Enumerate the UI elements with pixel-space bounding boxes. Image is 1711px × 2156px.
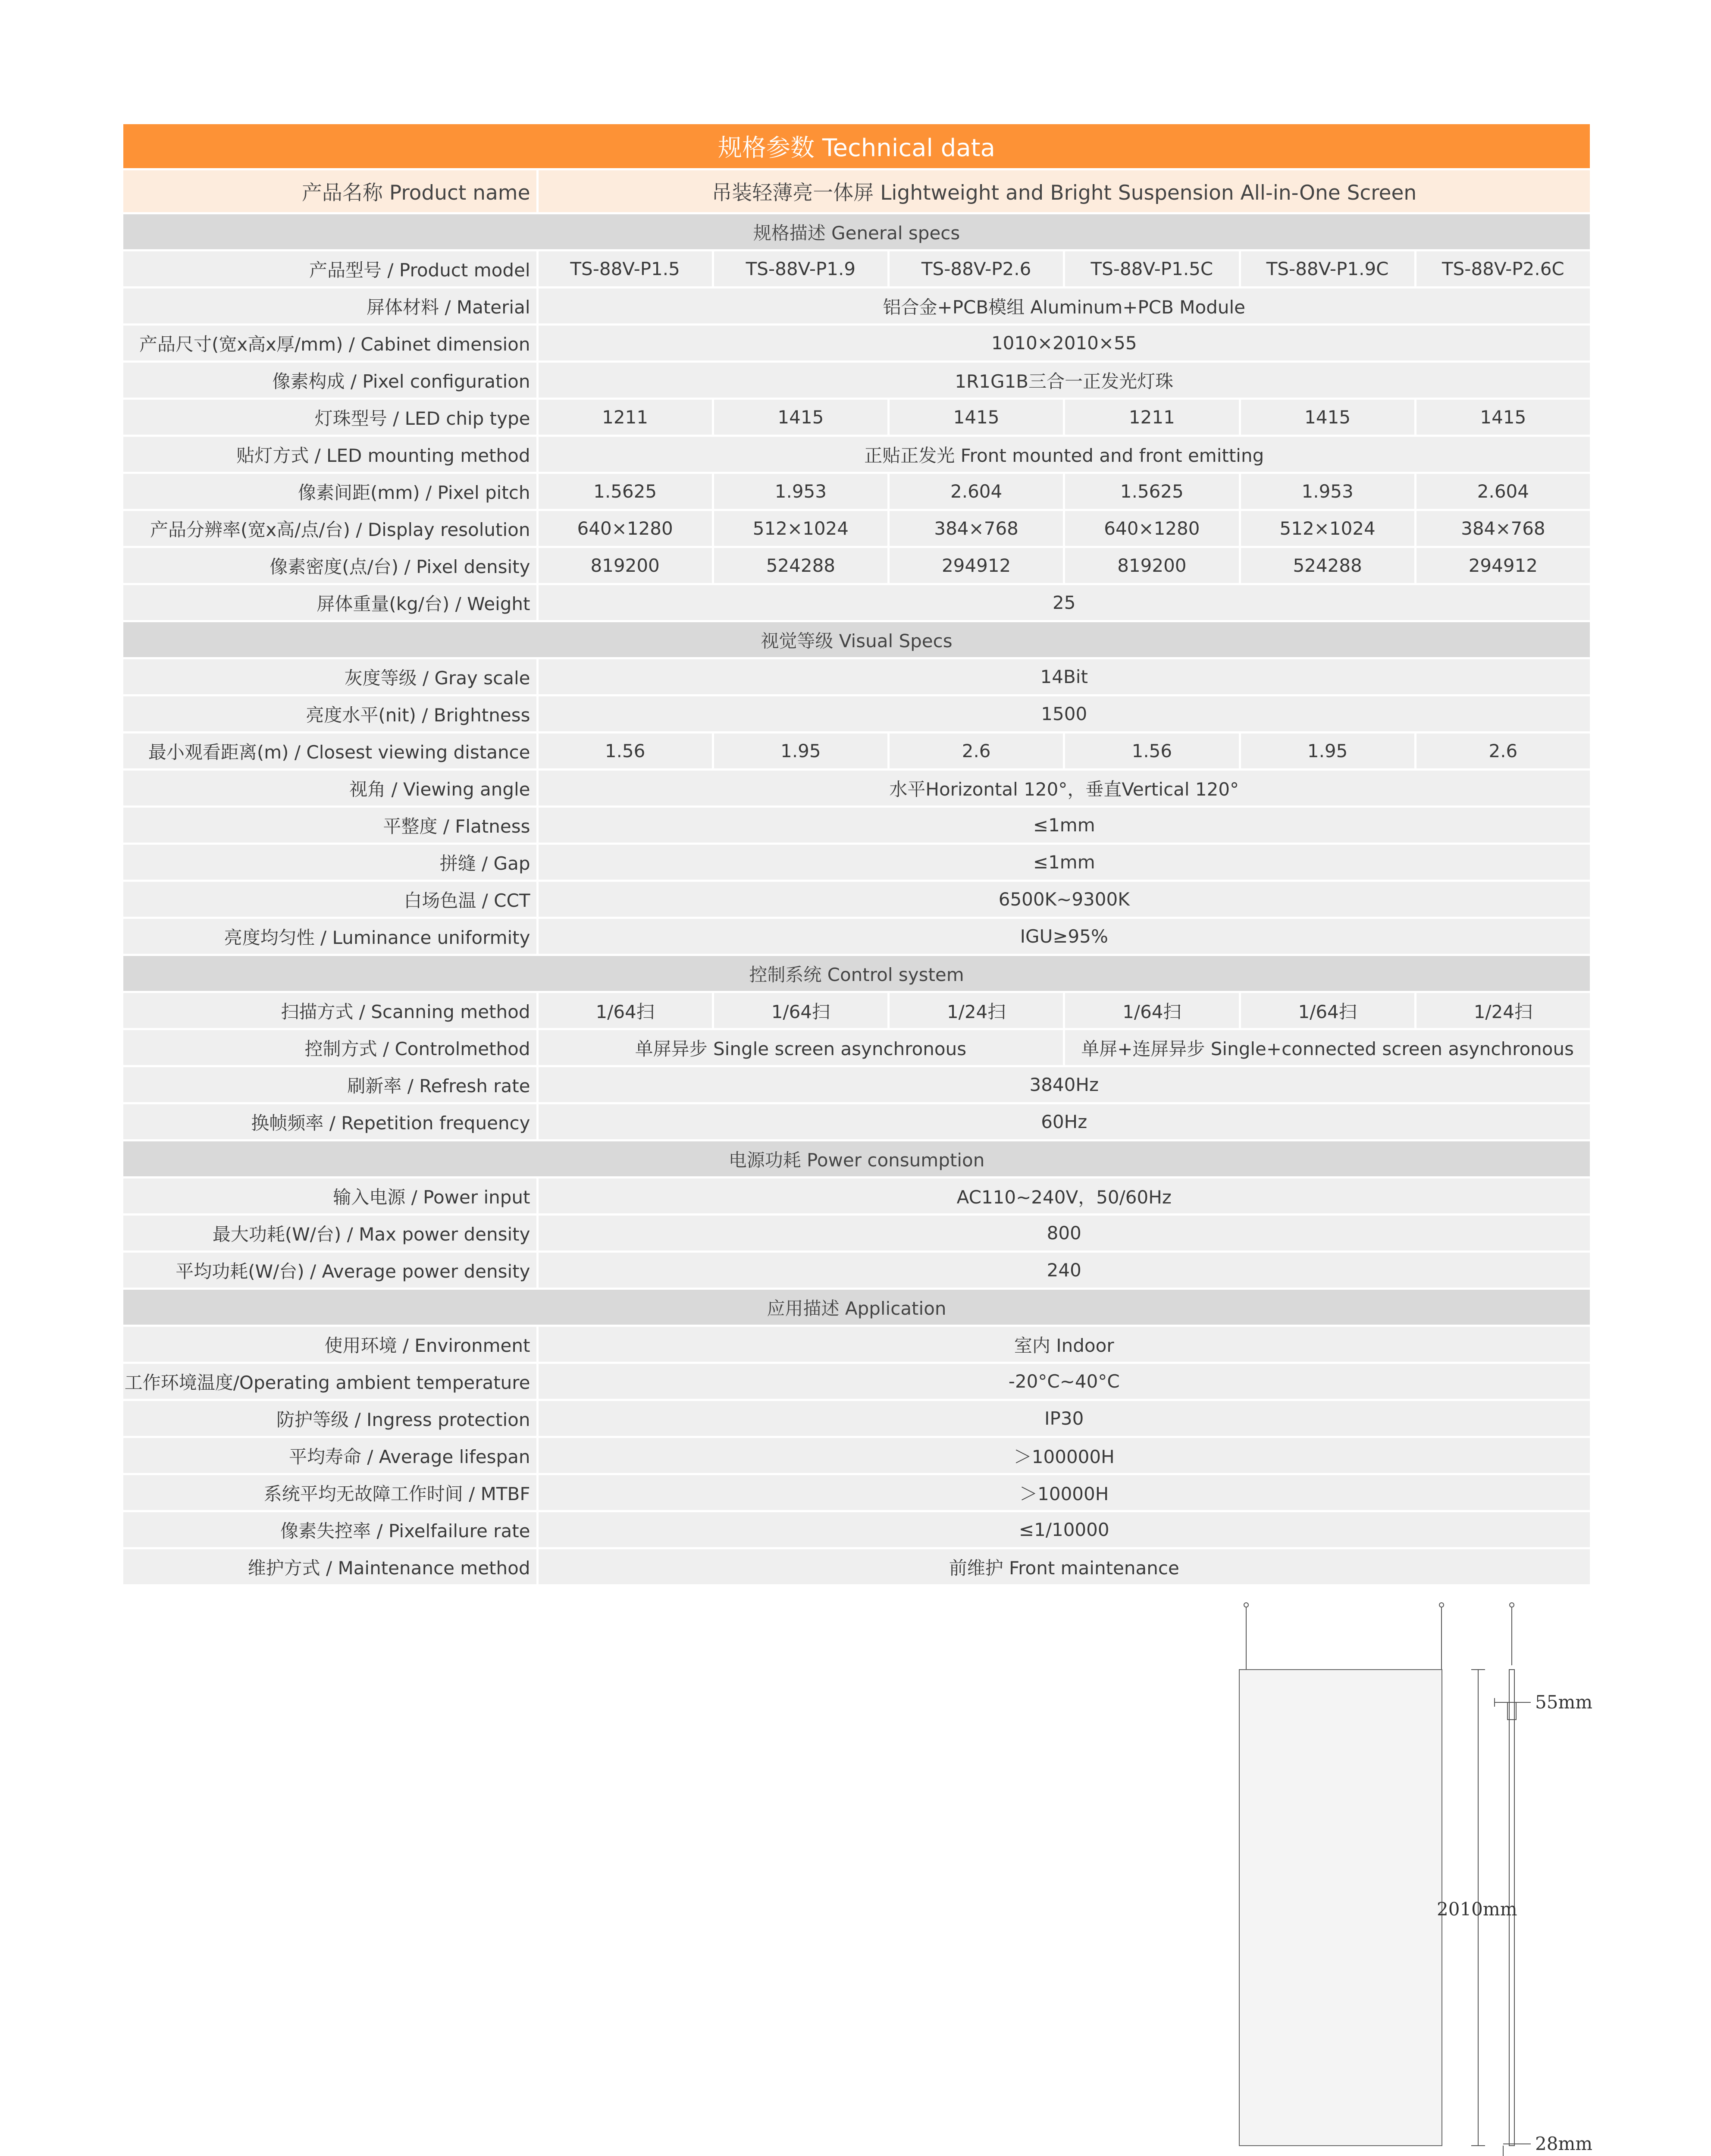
row-value: 384×768 bbox=[1415, 510, 1591, 547]
table-row bbox=[123, 436, 1591, 473]
row-label: 控制方式 / Controlmethod bbox=[123, 1029, 537, 1066]
table-row bbox=[123, 1066, 1591, 1103]
row-value: IGU≥95% bbox=[537, 918, 1591, 955]
row-value: IP30 bbox=[537, 1400, 1591, 1437]
table-row bbox=[123, 733, 1591, 770]
row-value: 2.6 bbox=[1415, 733, 1591, 770]
row-value: TS-88V-P1.9C bbox=[1240, 251, 1415, 288]
table-row bbox=[123, 807, 1591, 844]
row-value: 524288 bbox=[713, 547, 888, 584]
product-name-row bbox=[123, 169, 1591, 213]
row-value: 1.56 bbox=[537, 733, 713, 770]
row-label: 平整度 / Flatness bbox=[123, 807, 537, 844]
row-value: 1.953 bbox=[1240, 473, 1415, 510]
row-value: TS-88V-P2.6C bbox=[1415, 251, 1591, 288]
row-label: 平均功耗(W/台) / Average power density bbox=[123, 1252, 537, 1289]
row-label: 产品尺寸(宽x高x厚/mm) / Cabinet dimension bbox=[123, 325, 537, 362]
row-label: 扫描方式 / Scanning method bbox=[123, 992, 537, 1029]
table-row bbox=[123, 399, 1591, 436]
row-value: 294912 bbox=[1415, 547, 1591, 584]
row-value: 1/64扫 bbox=[713, 992, 888, 1029]
row-label: 输入电源 / Power input bbox=[123, 1178, 537, 1215]
row-value: 640×1280 bbox=[537, 510, 713, 547]
row-label: 防护等级 / Ingress protection bbox=[123, 1400, 537, 1437]
table-row bbox=[123, 473, 1591, 510]
table-row bbox=[123, 1326, 1591, 1363]
table-row bbox=[123, 251, 1591, 288]
row-value: ≤1/10000 bbox=[537, 1511, 1591, 1548]
row-value: 1.56 bbox=[1064, 733, 1240, 770]
dim-bottom-gap: 28mm bbox=[1535, 2133, 1593, 2154]
dim-depth: 55mm bbox=[1535, 1692, 1593, 1713]
section-title: 应用描述 Application bbox=[123, 1289, 1591, 1326]
table-row bbox=[123, 1363, 1591, 1400]
row-value: 1.5625 bbox=[1064, 473, 1240, 510]
row-value: 前维护 Front maintenance bbox=[537, 1548, 1591, 1586]
section-row bbox=[123, 621, 1591, 658]
row-label: 刷新率 / Refresh rate bbox=[123, 1066, 537, 1103]
row-value: 640×1280 bbox=[1064, 510, 1240, 547]
row-value: 819200 bbox=[537, 547, 713, 584]
section-title: 电源功耗 Power consumption bbox=[123, 1141, 1591, 1178]
table-row bbox=[123, 510, 1591, 547]
row-value: 单屏+连屏异步 Single+connected screen asynchronous bbox=[1064, 1029, 1591, 1066]
row-value: TS-88V-P1.5C bbox=[1064, 251, 1240, 288]
row-label: 灯珠型号 / LED chip type bbox=[123, 399, 537, 436]
row-label: 产品型号 / Product model bbox=[123, 251, 537, 288]
row-value: ≤1mm bbox=[537, 844, 1591, 881]
table-row bbox=[123, 658, 1591, 696]
row-value: 25 bbox=[537, 584, 1591, 621]
row-value: 1415 bbox=[1240, 399, 1415, 436]
row-value: 60Hz bbox=[537, 1103, 1591, 1141]
row-value: -20°C~40°C bbox=[537, 1363, 1591, 1400]
product-name-value: 吊装轻薄亮一体屏 Lightweight and Bright Suspension All-in-One Screen bbox=[537, 169, 1591, 213]
table-row bbox=[123, 770, 1591, 807]
section-row bbox=[123, 1141, 1591, 1178]
table-row bbox=[123, 1103, 1591, 1141]
hanger-side-icon bbox=[1510, 1603, 1514, 1607]
screen-dimension-diagram bbox=[1233, 1595, 1621, 2156]
row-value: TS-88V-P1.9 bbox=[713, 251, 888, 288]
row-label: 系统平均无故障工作时间 / MTBF bbox=[123, 1474, 537, 1511]
row-value: 294912 bbox=[889, 547, 1064, 584]
row-value: 512×1024 bbox=[713, 510, 888, 547]
table-title-row bbox=[123, 124, 1591, 169]
row-value: 1/64扫 bbox=[537, 992, 713, 1029]
spec-table-body bbox=[123, 124, 1591, 1586]
table-row bbox=[123, 881, 1591, 918]
row-value: 单屏异步 Single screen asynchronous bbox=[537, 1029, 1064, 1066]
row-value: 524288 bbox=[1240, 547, 1415, 584]
row-label: 白场色温 / CCT bbox=[123, 881, 537, 918]
row-value: TS-88V-P2.6 bbox=[889, 251, 1064, 288]
hanger-right-icon bbox=[1439, 1603, 1444, 1607]
row-value: 3840Hz bbox=[537, 1066, 1591, 1103]
row-value: 240 bbox=[537, 1252, 1591, 1289]
product-name-label: 产品名称 Product name bbox=[123, 169, 537, 213]
row-value: 1.95 bbox=[1240, 733, 1415, 770]
row-label: 工作环境温度/Operating ambient temperature bbox=[123, 1363, 537, 1400]
row-value: 1415 bbox=[1415, 399, 1591, 436]
spec-table bbox=[123, 124, 1592, 1586]
row-value: TS-88V-P1.5 bbox=[537, 251, 713, 288]
row-label: 贴灯方式 / LED mounting method bbox=[123, 436, 537, 473]
row-value: 819200 bbox=[1064, 547, 1240, 584]
row-value: 正贴正发光 Front mounted and front emitting bbox=[537, 436, 1591, 473]
row-value: 室内 Indoor bbox=[537, 1326, 1591, 1363]
section-title: 规格描述 General specs bbox=[123, 213, 1591, 251]
row-label: 屏体重量(kg/台) / Weight bbox=[123, 584, 537, 621]
row-value: 1R1G1B三合一正发光灯珠 bbox=[537, 362, 1591, 399]
row-label: 灰度等级 / Gray scale bbox=[123, 658, 537, 696]
row-value: 1/64扫 bbox=[1240, 992, 1415, 1029]
table-row bbox=[123, 362, 1591, 399]
row-value: 1500 bbox=[537, 696, 1591, 733]
row-value: 1.5625 bbox=[537, 473, 713, 510]
row-value: 800 bbox=[537, 1215, 1591, 1252]
row-label: 屏体材料 / Material bbox=[123, 288, 537, 325]
table-row bbox=[123, 1548, 1591, 1586]
table-row bbox=[123, 1400, 1591, 1437]
row-value: 1/24扫 bbox=[889, 992, 1064, 1029]
section-row bbox=[123, 1289, 1591, 1326]
row-value: ＞10000H bbox=[537, 1474, 1591, 1511]
screen-front-panel bbox=[1239, 1670, 1442, 2146]
table-row bbox=[123, 1474, 1591, 1511]
table-row bbox=[123, 584, 1591, 621]
section-title: 控制系统 Control system bbox=[123, 955, 1591, 992]
row-value: 2.6 bbox=[889, 733, 1064, 770]
row-label: 视角 / Viewing angle bbox=[123, 770, 537, 807]
row-value: 1.95 bbox=[713, 733, 888, 770]
table-title: 规格参数 Technical data bbox=[123, 124, 1591, 169]
row-label: 拼缝 / Gap bbox=[123, 844, 537, 881]
row-label: 像素失控率 / Pixelfailure rate bbox=[123, 1511, 537, 1548]
table-row bbox=[123, 1511, 1591, 1548]
row-value: 1/64扫 bbox=[1064, 992, 1240, 1029]
row-label: 最小观看距离(m) / Closest viewing distance bbox=[123, 733, 537, 770]
table-row bbox=[123, 1437, 1591, 1474]
dim-height: 2010mm bbox=[1437, 1899, 1517, 1920]
row-label: 换帧频率 / Repetition frequency bbox=[123, 1103, 537, 1141]
table-row bbox=[123, 1029, 1591, 1066]
row-value: 384×768 bbox=[889, 510, 1064, 547]
row-label: 像素构成 / Pixel configuration bbox=[123, 362, 537, 399]
row-value: 2.604 bbox=[1415, 473, 1591, 510]
hanger-left-icon bbox=[1244, 1603, 1248, 1607]
table-row bbox=[123, 918, 1591, 955]
table-row bbox=[123, 1215, 1591, 1252]
table-row bbox=[123, 288, 1591, 325]
row-value: 铝合金+PCB模组 Aluminum+PCB Module bbox=[537, 288, 1591, 325]
table-row bbox=[123, 992, 1591, 1029]
row-value: 1010×2010×55 bbox=[537, 325, 1591, 362]
row-value: 1211 bbox=[1064, 399, 1240, 436]
row-value: 1/24扫 bbox=[1415, 992, 1591, 1029]
row-value: 1415 bbox=[889, 399, 1064, 436]
row-value: AC110~240V，50/60Hz bbox=[537, 1178, 1591, 1215]
row-label: 亮度水平(nit) / Brightness bbox=[123, 696, 537, 733]
table-row bbox=[123, 844, 1591, 881]
row-value: 1.953 bbox=[713, 473, 888, 510]
row-value: 512×1024 bbox=[1240, 510, 1415, 547]
row-value: 1211 bbox=[537, 399, 713, 436]
row-value: 2.604 bbox=[889, 473, 1064, 510]
row-label: 亮度均匀性 / Luminance uniformity bbox=[123, 918, 537, 955]
table-row bbox=[123, 325, 1591, 362]
table-row bbox=[123, 1252, 1591, 1289]
section-row bbox=[123, 955, 1591, 992]
table-row bbox=[123, 696, 1591, 733]
row-label: 使用环境 / Environment bbox=[123, 1326, 537, 1363]
row-label: 维护方式 / Maintenance method bbox=[123, 1548, 537, 1586]
row-value: 14Bit bbox=[537, 658, 1591, 696]
table-row bbox=[123, 547, 1591, 584]
row-value: 1415 bbox=[713, 399, 888, 436]
section-title: 视觉等级 Visual Specs bbox=[123, 621, 1591, 658]
row-value: ＞100000H bbox=[537, 1437, 1591, 1474]
row-value: ≤1mm bbox=[537, 807, 1591, 844]
row-value: 水平Horizontal 120°，垂直Vertical 120° bbox=[537, 770, 1591, 807]
row-label: 像素密度(点/台) / Pixel density bbox=[123, 547, 537, 584]
row-label: 产品分辨率(宽x高/点/台) / Display resolution bbox=[123, 510, 537, 547]
row-label: 平均寿命 / Average lifespan bbox=[123, 1437, 537, 1474]
table-row bbox=[123, 1178, 1591, 1215]
row-label: 像素间距(mm) / Pixel pitch bbox=[123, 473, 537, 510]
section-row bbox=[123, 213, 1591, 251]
row-value: 6500K~9300K bbox=[537, 881, 1591, 918]
row-label: 最大功耗(W/台) / Max power density bbox=[123, 1215, 537, 1252]
